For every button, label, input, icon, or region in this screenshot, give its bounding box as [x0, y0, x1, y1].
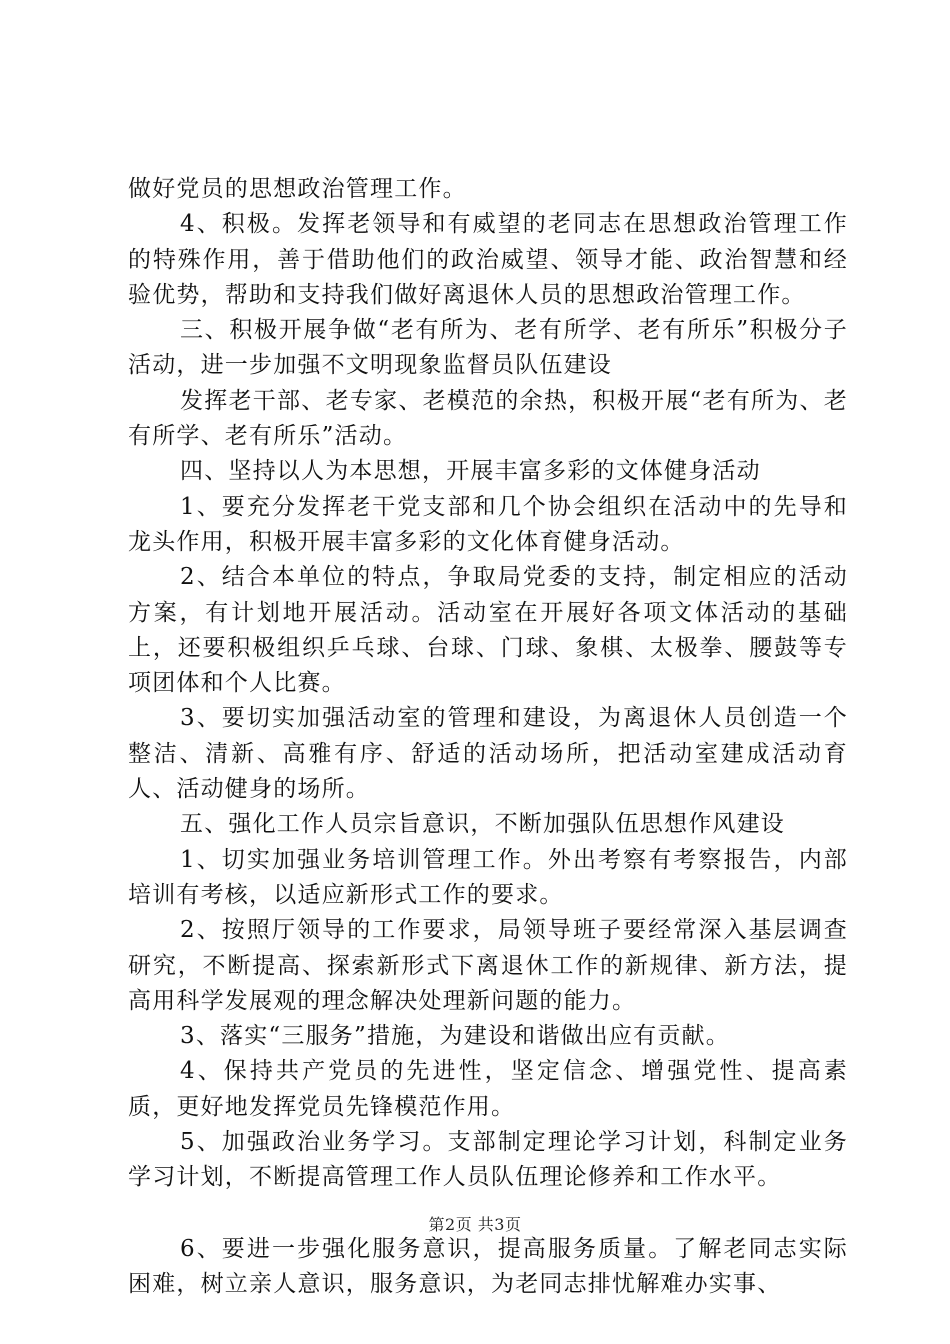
paragraph-section-5-item-2: 2、按照厅领导的工作要求，局领导班子要经常深入基层调查研究，不断提高、探索新形式下离退休工作的新规律、新方法，提高用科学发展观的理念解决处理新问题的能力。 [128, 917, 848, 1014]
document-body [128, 172, 848, 1302]
paragraph-continuation: 做好党员的思想政治管理工作。 [128, 176, 467, 202]
section-heading-5: 五、强化工作人员宗旨意识，不断加强队伍思想作风建设 [180, 811, 785, 838]
paragraph-section-5-item-4: 4、保持共产党员的先进性，坚定信念、增强党性、提高素质，更好地发挥党员先锋模范作用。 [128, 1058, 848, 1120]
section-heading-3: 三、积极开展争做“老有所为、老有所学、老有所乐”积极分子活动，进一步加强不文明现象监督员队伍建设 [128, 317, 848, 379]
paragraph-section-3-body: 发挥老干部、老专家、老模范的余热，积极开展“老有所为、老有所学、老有所乐”活动。 [128, 387, 848, 450]
page-number-footer: 第2页 共3页 [428, 1215, 522, 1234]
paragraph-section-4-item-2: 2、结合本单位的特点，争取局党委的支持，制定相应的活动方案，有计划地开展活动。活动室在开展好各项文体活动的基础上，还要积极组织乒乓球、台球、门球、象棋、太极拳、腰鼓等专项团体和个人比赛。 [128, 564, 848, 697]
paragraph-section-5-item-6: 6、要进一步强化服务意识，提高服务质量。了解老同志实际困难，树立亲人意识，服务意识，为老同志排忧解难办实事、 [128, 1235, 848, 1297]
paragraph-section-5-item-3: 3、落实“三服务”措施，为建设和谐做出应有贡献。 [180, 1023, 730, 1050]
paragraph-item-4-positive: 4、积极。发挥老领导和有威望的老同志在思想政治管理工作的特殊作用，善于借助他们的政治威望、领导才能、政治智慧和经验优势，帮助和支持我们做好离退休人员的思想政治管理工作。 [128, 211, 848, 308]
paragraph-section-5-item-1: 1、切实加强业务培训管理工作。外出考察有考察报告，内部培训有考核，以适应新形式工作的要求。 [128, 846, 848, 908]
paragraph-section-4-item-1: 1、要充分发挥老干党支部和几个协会组织在活动中的先导和龙头作用，积极开展丰富多彩的文化体育健身活动。 [128, 493, 848, 555]
section-heading-4: 四、坚持以人为本思想，开展丰富多彩的文体健身活动 [180, 458, 761, 485]
paragraph-section-5-item-5: 5、加强政治业务学习。支部制定理论学习计划，科制定业务学习计划，不断提高管理工作人员队伍理论修养和工作水平。 [128, 1129, 848, 1191]
paragraph-section-4-item-3: 3、要切实加强活动室的管理和建设，为离退休人员创造一个整洁、清新、高雅有序、舒适的活动场所，把活动室建成活动育人、活动健身的场所。 [128, 705, 848, 803]
